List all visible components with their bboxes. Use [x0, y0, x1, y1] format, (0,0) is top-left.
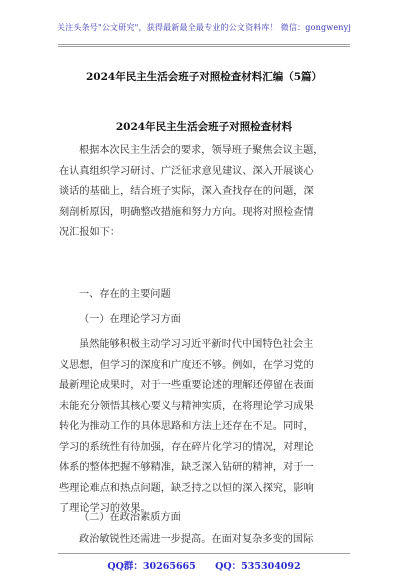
subheading-political-quality: （二）在政治素质方面 [79, 512, 181, 523]
paragraph-line: 虽然能够积极主动学习习近平新时代中国特色社会主 [79, 339, 314, 350]
footer-qq-group: QQ群：30265665 [107, 561, 196, 572]
header-divider-top [58, 44, 350, 45]
paragraph-line: 转化为推动工作的具体思路和方法上还存在不足。同时， [59, 421, 314, 432]
paragraph-line: 况汇报如下： [59, 227, 121, 238]
footer-qq-number: QQ：535304092 [215, 561, 301, 572]
paragraph-line: 最新理论成果时，对于一些重要论述的理解还停留在表面 [59, 380, 314, 391]
promo-banner: 关注头条号"公文研究"，获得最新最全最专业的公文资料库！ 微信：gongwenyj [56, 23, 352, 32]
footer-contact [0, 558, 408, 572]
paragraph-line: 体系的整体把握不够精准，缺乏深入钻研的精神，对于一 [59, 462, 314, 473]
paragraph-line: 根据本次民主生活会的要求，领导班子聚焦会议主题， [79, 145, 324, 156]
document-title: 2024年民主生活会班子对照检查材料汇编（5篇） [85, 71, 323, 83]
subheading-theory-study: （一）在理论学习方面 [79, 314, 181, 325]
politics-paragraph [59, 530, 351, 551]
heading-main-problems: 一、存在的主要问题 [79, 289, 171, 300]
paragraph-line: 政治敏锐性还需进一步提高。在面对复杂多变的国际 [79, 534, 314, 545]
header-divider-bottom [58, 46, 350, 47]
paragraph-line: 未能充分领悟其核心要义与精神实质，在将理论学习成果 [59, 400, 314, 412]
intro-paragraph [59, 141, 351, 244]
paragraph-line: 学习的系统性有待加强，存在碎片化学习的情况，对理论 [59, 441, 314, 453]
paragraph-line: 义思想，但学习的深度和广度还不够。例如，在学习党的 [59, 359, 314, 371]
paragraph-line: 刻剖析原因，明确整改措施和努力方向。现将对照检查情 [59, 206, 314, 218]
paragraph-line: 些理论难点和热点问题，缺乏持之以恒的深入探究，影响 [59, 482, 314, 494]
paragraph-line: 了理论学习的效果。 [59, 503, 151, 514]
paragraph-line: 谈话的基础上，结合班子实际，深入查找存在的问题，深 [59, 186, 314, 197]
section-title: 2024年民主生活会班子对照检查材料 [115, 121, 293, 133]
theory-paragraph [59, 335, 351, 520]
paragraph-line: 在认真组织学习研讨、广泛征求意见建议、深入开展谈心 [59, 165, 314, 177]
footer-divider [58, 553, 350, 554]
